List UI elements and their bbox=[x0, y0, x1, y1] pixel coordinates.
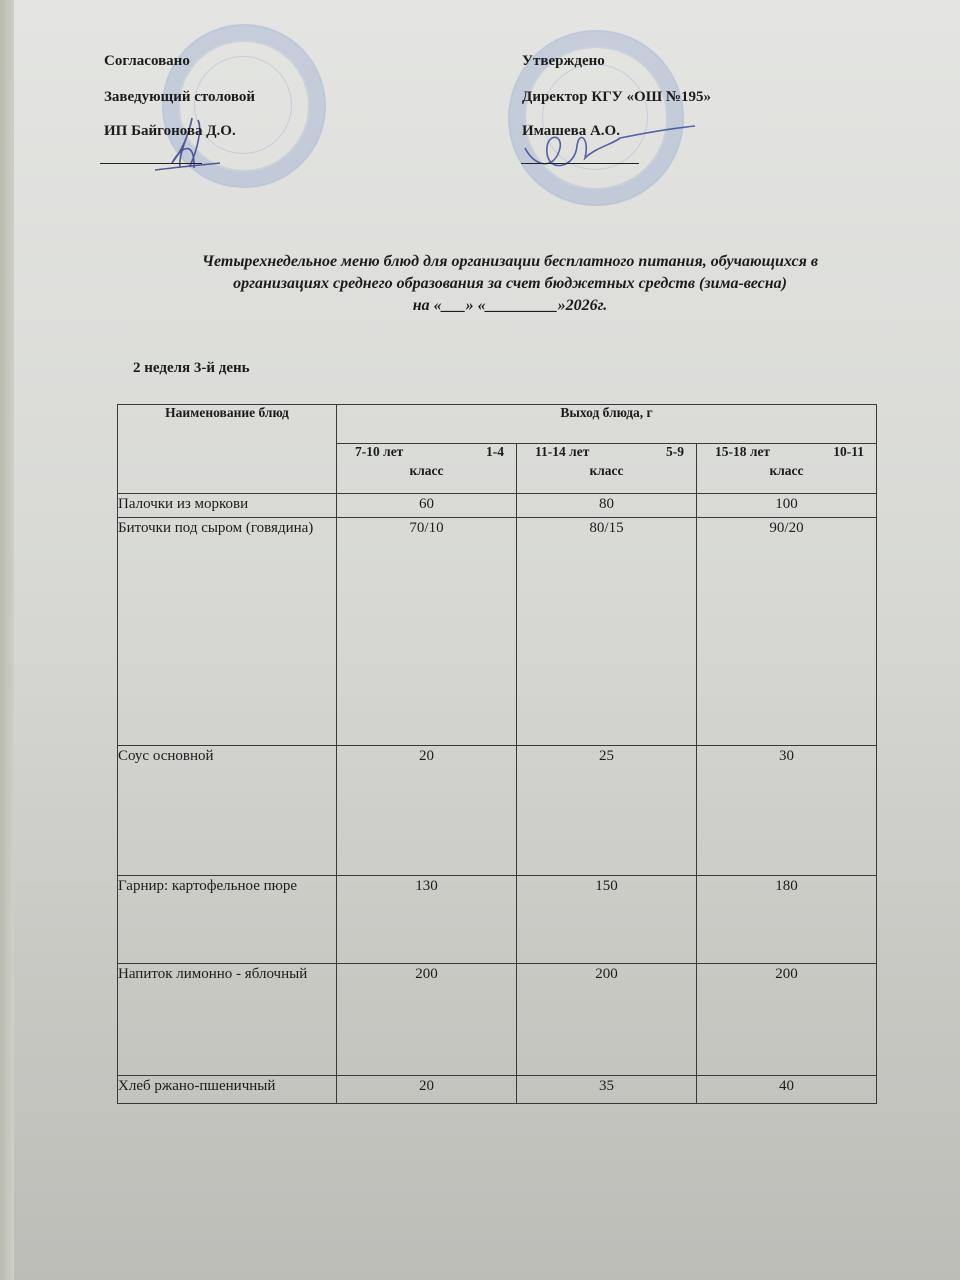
yield-value: 60 bbox=[337, 494, 517, 518]
yield-value: 35 bbox=[517, 1076, 697, 1104]
approval-right-heading: Утверждено bbox=[522, 53, 605, 69]
yield-value: 90/20 bbox=[697, 518, 877, 746]
table-row bbox=[118, 494, 877, 518]
yield-value: 25 bbox=[517, 746, 697, 876]
document-title-line-2: организациях среднего образования за счет бюджетных средств (зима-весна) bbox=[233, 275, 787, 292]
grade-range: 10-11 bbox=[833, 444, 864, 459]
grade-range: 1-4 bbox=[486, 444, 504, 459]
approval-right-position: Директор КГУ «ОШ №195» bbox=[522, 89, 712, 105]
age-group-header bbox=[697, 444, 877, 494]
table-header-row bbox=[118, 405, 877, 444]
menu-table bbox=[117, 404, 877, 1104]
grade-range: 5-9 bbox=[666, 444, 684, 459]
table-row bbox=[118, 1076, 877, 1104]
table-row bbox=[118, 964, 877, 1076]
yield-value: 200 bbox=[517, 964, 697, 1076]
yield-value: 40 bbox=[697, 1076, 877, 1104]
class-label: класс bbox=[409, 463, 444, 478]
column-header-dish-name: Наименование блюд bbox=[118, 405, 337, 494]
yield-value: 20 bbox=[337, 1076, 517, 1104]
week-day-label: 2 неделя 3-й день bbox=[133, 360, 250, 376]
yield-value: 180 bbox=[697, 876, 877, 964]
dish-name: Хлеб ржано-пшеничный bbox=[118, 1076, 337, 1104]
dish-name: Палочки из моркови bbox=[118, 494, 337, 518]
age-range: 15-18 лет bbox=[715, 444, 771, 459]
approval-right-name: Имашева А.О. bbox=[522, 123, 620, 139]
approval-left-position: Заведующий столовой bbox=[104, 89, 256, 105]
approval-left-name: ИП Байгонова Д.О. bbox=[104, 123, 236, 139]
dish-name: Напиток лимонно - яблочный bbox=[118, 964, 337, 1076]
dish-name: Гарнир: картофельное пюре bbox=[118, 876, 337, 964]
age-group-header bbox=[517, 444, 697, 494]
class-label: класс bbox=[589, 463, 624, 478]
yield-value: 80 bbox=[517, 494, 697, 518]
yield-value: 70/10 bbox=[337, 518, 517, 746]
table-row bbox=[118, 518, 877, 746]
yield-value: 20 bbox=[337, 746, 517, 876]
yield-value: 30 bbox=[697, 746, 877, 876]
yield-value: 200 bbox=[337, 964, 517, 1076]
document-title-line-1: Четырехнедельное меню блюд для организации бесплатного питания, обучающихся в bbox=[202, 253, 818, 270]
yield-value: 130 bbox=[337, 876, 517, 964]
column-header-yield: Выход блюда, г bbox=[337, 405, 877, 444]
table-row bbox=[118, 746, 877, 876]
yield-value: 200 bbox=[697, 964, 877, 1076]
class-label: класс bbox=[769, 463, 804, 478]
yield-value: 150 bbox=[517, 876, 697, 964]
left-signature-line bbox=[100, 163, 202, 164]
age-range: 7-10 лет bbox=[355, 444, 404, 459]
dish-name: Соус основной bbox=[118, 746, 337, 876]
left-signature bbox=[150, 108, 230, 178]
yield-value: 80/15 bbox=[517, 518, 697, 746]
paper-edge bbox=[0, 0, 14, 1280]
document-date-line: на «___» «_________»2026г. bbox=[412, 297, 608, 314]
age-range: 11-14 лет bbox=[535, 444, 590, 459]
approval-left-heading: Согласовано bbox=[104, 53, 190, 69]
yield-value: 100 bbox=[697, 494, 877, 518]
dish-name: Биточки под сыром (говядина) bbox=[118, 518, 337, 746]
table-row bbox=[118, 876, 877, 964]
age-group-header bbox=[337, 444, 517, 494]
right-signature-line bbox=[521, 163, 639, 164]
